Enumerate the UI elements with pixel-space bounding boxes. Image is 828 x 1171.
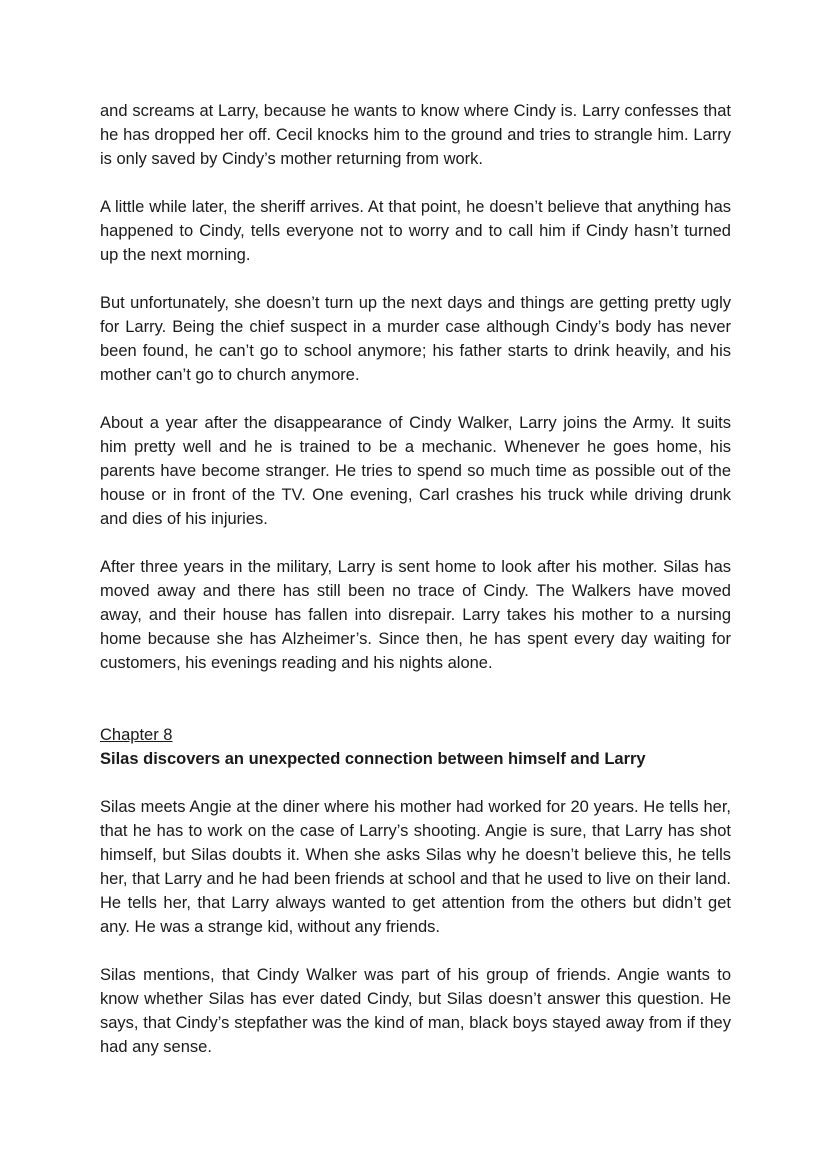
document-page bbox=[100, 99, 731, 1083]
paragraph: A little while later, the sheriff arrives. At that point, he doesn’t believe that anything has happened to Cindy, tells everyone not to worry and to call him if Cindy hasn’t turned up the next morning. bbox=[100, 198, 731, 264]
paragraph: But unfortunately, she doesn’t turn up the next days and things are getting pretty ugly for Larry. Being the chief suspect in a murder case although Cindy’s body has never been found, he can’t go to school anymore; his father starts to drink heavily, and his mother can’t go to church anymore. bbox=[100, 294, 731, 384]
paragraph: Silas meets Angie at the diner where his mother had worked for 20 years. He tells her, that he has to work on the case of Larry’s shooting. Angie is sure, that Larry has shot himself, but Silas doubts it. When she asks Silas why he doesn’t believe this, he tells her, that Larry and he had been friends at school and that he used to live on their land. He tells her, that Larry always wanted to get attention from the others but didn’t get any. He was a strange kid, without any friends. bbox=[100, 798, 731, 936]
chapter-label: Chapter 8 bbox=[100, 726, 173, 744]
paragraph: and screams at Larry, because he wants to know where Cindy is. Larry confesses that he has dropped her off. Cecil knocks him to the ground and tries to strangle him. Larry is only saved by Cindy’s mother returning from work. bbox=[100, 102, 731, 168]
chapter-heading bbox=[100, 723, 731, 771]
paragraph: Silas mentions, that Cindy Walker was part of his group of friends. Angie wants to know whether Silas has ever dated Cindy, but Silas doesn’t answer this question. He says, that Cindy’s stepfather was the kind of man, black boys stayed away from if they had any sense. bbox=[100, 966, 731, 1056]
paragraph: About a year after the disappearance of Cindy Walker, Larry joins the Army. It suits him pretty well and he is trained to be a mechanic. Whenever he goes home, his parents have become stranger. He tries to spend so much time as possible out of the house or in front of the TV. One evening, Carl crashes his truck while driving drunk and dies of his injuries. bbox=[100, 414, 731, 528]
chapter-title: Silas discovers an unexpected connection between himself and Larry bbox=[100, 750, 646, 768]
paragraph: After three years in the military, Larry is sent home to look after his mother. Silas has moved away and there has still been no trace of Cindy. The Walkers have moved away, and their house has fallen into disrepair. Larry takes his mother to a nursing home because she has Alzheimer’s. Since then, he has spent every day waiting for customers, his evenings reading and his nights alone. bbox=[100, 558, 731, 672]
